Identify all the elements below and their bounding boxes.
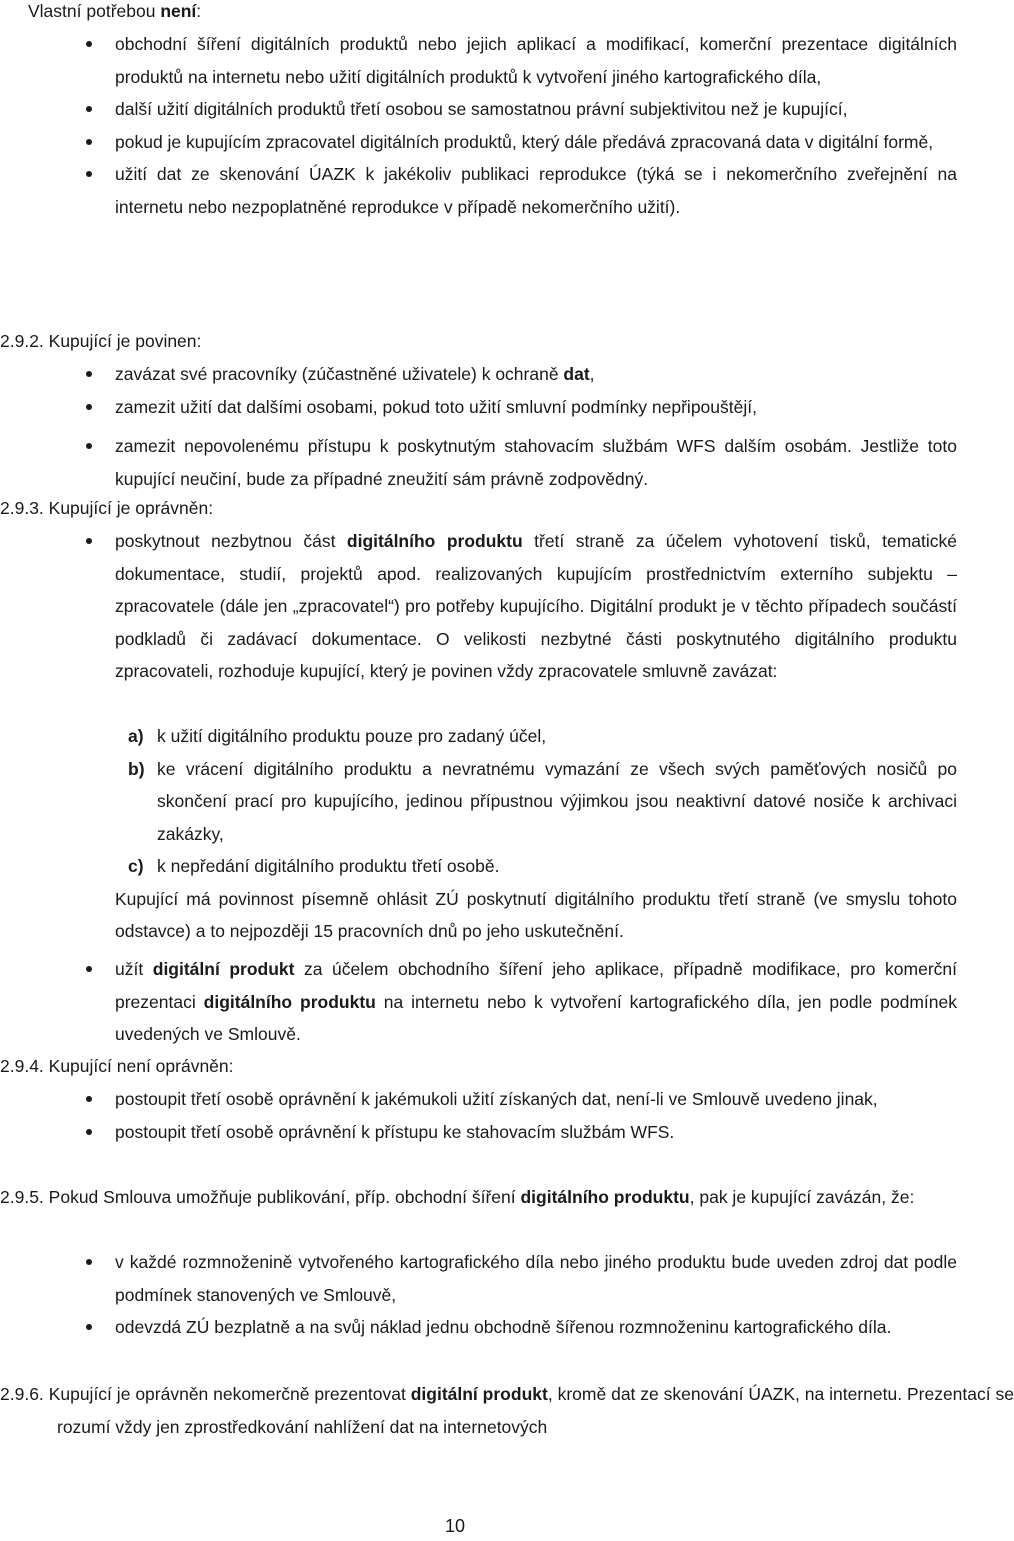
- notice-paragraph: Kupující má povinnost písemně ohlásit ZÚ poskytnutí digitálního produktu třetí straně (ve smyslu tohoto odstavce) a to nejpozději 15 pracovních dnů po jeho uskutečnění.: [115, 888, 957, 941]
- list-item: pokud je kupujícím zpracovatel digitálních produktů, který dále předává zpracovaná data v digitální formě,: [0, 126, 960, 159]
- list-2-9-4: [0, 1083, 960, 1148]
- section-text: , pak je kupující zavázán, že:: [689, 1187, 915, 1207]
- item-bold: dat: [563, 364, 590, 384]
- list-item: obchodní šíření digitálních produktů nebo jejich aplikací a modifikací, komerční prezentace digitálních produktů na internetu nebo užití digitálních produktů k vytvoření jiného kartografického díla,: [0, 28, 960, 93]
- list-item: v každé rozmnoženině vytvořeného kartografického díla nebo jiného produktu bude uveden zdroj dat podle podmínek stanovených ve Smlouvě,: [0, 1246, 960, 1311]
- item-text: na internetu nebo k vytvoření kartografického díla, jen podle podmínek uvedených ve Smlouvě.: [115, 991, 957, 1044]
- list-item: [0, 953, 960, 1051]
- list-2-9-5: [0, 1246, 960, 1344]
- intro-prefix: Vlastní potřebou: [28, 1, 161, 21]
- item-bold: digitálního produktu: [203, 991, 376, 1012]
- section-text: Pokud Smlouva umožňuje publikování, příp. obchodní šíření: [48, 1187, 521, 1207]
- section-text: , kromě dat ze skenování ÚAZK, na internetu. Prezentací se rozumí vždy jen zprostředkování nahlížení dat na internetových: [57, 1384, 1014, 1437]
- sublist-label: c): [128, 856, 144, 876]
- sublist-text: k nepředání digitálního produktu třetí osobě.: [157, 856, 500, 876]
- item-text: za účelem obchodního šíření jeho aplikace, případně modifikace, pro komerční prezentaci: [115, 959, 957, 1012]
- section-2-9-3-heading: [0, 492, 957, 525]
- list-2-9-3-second: [0, 953, 960, 1051]
- list-item: odevzdá ZÚ bezplatně a na svůj náklad jednu obchodně šířenou rozmnoženinu kartografického díla.: [0, 1311, 960, 1344]
- section-number: 2.9.5.: [0, 1187, 44, 1207]
- item-bold: digitální produkt: [152, 959, 295, 979]
- section-heading: 2.9.2. Kupující je povinen:: [0, 331, 202, 351]
- sublist-label: b): [128, 758, 145, 779]
- page-number: 10: [444, 1516, 466, 1536]
- sublist-item-b: [0, 753, 960, 851]
- sublist-item-c: [0, 850, 960, 883]
- section-2-9-6: [0, 1378, 1014, 1443]
- sublist-text: k užití digitálního produktu pouze pro zadaný účel,: [157, 726, 547, 746]
- list-item: zamezit užití dat dalšími osobami, pokud toto užití smluvní podmínky nepřipouštějí,: [0, 391, 960, 424]
- item-text: ,: [589, 364, 595, 384]
- section-2-9-2-heading: [0, 325, 957, 358]
- intro-bold: není: [160, 1, 197, 21]
- sublist-label: a): [128, 726, 144, 746]
- section-2-9-4-heading: [0, 1050, 957, 1083]
- list-item: postoupit třetí osobě oprávnění k přístupu ke stahovacím službám WFS.: [0, 1116, 960, 1149]
- section-number: 2.9.6.: [0, 1384, 44, 1404]
- section-heading: 2.9.3. Kupující je oprávněn:: [0, 498, 214, 518]
- list-2-9-3: [0, 525, 960, 688]
- sublist-obligations: [0, 720, 960, 948]
- section-2-9-5: [0, 1181, 1014, 1214]
- item-text: třetí straně za účelem vyhotovení tisků, tematické dokumentace, studií, projektů apod. realizovaných kupujícím prostřednictvím externího subjektu – zpracovatele (dále jen „zpracovatel“) pro potřeby kupujícího. Digitální produkt je v těchto případech součástí podkladů či zadávací dokumentace. O velikosti nezbytné části poskytnutého digitálního produktu zpracovateli, rozhoduje kupující, který je povinen vždy zpracovatele smluvně zavázat:: [115, 531, 957, 681]
- intro-line: [28, 0, 928, 28]
- list-item: zamezit nepovolenému přístupu k poskytnutým stahovacím službám WFS dalším osobám. Jestliže toto kupující neučiní, bude za případné zneužití sám právně zodpovědný.: [0, 430, 960, 495]
- intro-suffix: :: [196, 1, 202, 21]
- section-heading: 2.9.4. Kupující není oprávněn:: [0, 1056, 234, 1076]
- list-2-9-2: [0, 358, 960, 495]
- list-item: postoupit třetí osobě oprávnění k jakémukoli užití získaných dat, není-li ve Smlouvě uvedeno jinak,: [0, 1083, 960, 1116]
- sublist-text: ke vrácení digitálního produktu a nevratnému vymazání ze všech svých paměťových nosičů po skončení prací pro kupujícího, jedinou přípustnou výjimkou jsou neaktivní datové nosiče k archivaci zakázky,: [157, 758, 957, 844]
- list-item: užití dat ze skenování ÚAZK k jakékoliv publikaci reprodukce (týká se i nekomerčního zveřejnění na internetu nebo nezpoplatněné reprodukce v případě nekomerčního užití).: [0, 158, 960, 223]
- list-item: [0, 525, 960, 688]
- section-bold: digitálního produktu: [520, 1187, 690, 1207]
- section-bold: digitální produkt: [410, 1384, 548, 1404]
- item-bold: digitálního produktu: [346, 531, 523, 551]
- section-text: Kupující je oprávněn nekomerčně prezentovat: [48, 1384, 411, 1404]
- item-text: užít: [115, 959, 153, 979]
- list-item: další užití digitálních produktů třetí osobou se samostatnou právní subjektivitou než je kupující,: [0, 93, 960, 126]
- list-item: [0, 358, 960, 391]
- item-text: zavázat své pracovníky (zúčastněné uživatele) k ochraně: [115, 364, 564, 384]
- list-not-own-use: [0, 28, 960, 223]
- sublist-item-a: [0, 720, 960, 753]
- item-text: poskytnout nezbytnou část: [115, 531, 347, 551]
